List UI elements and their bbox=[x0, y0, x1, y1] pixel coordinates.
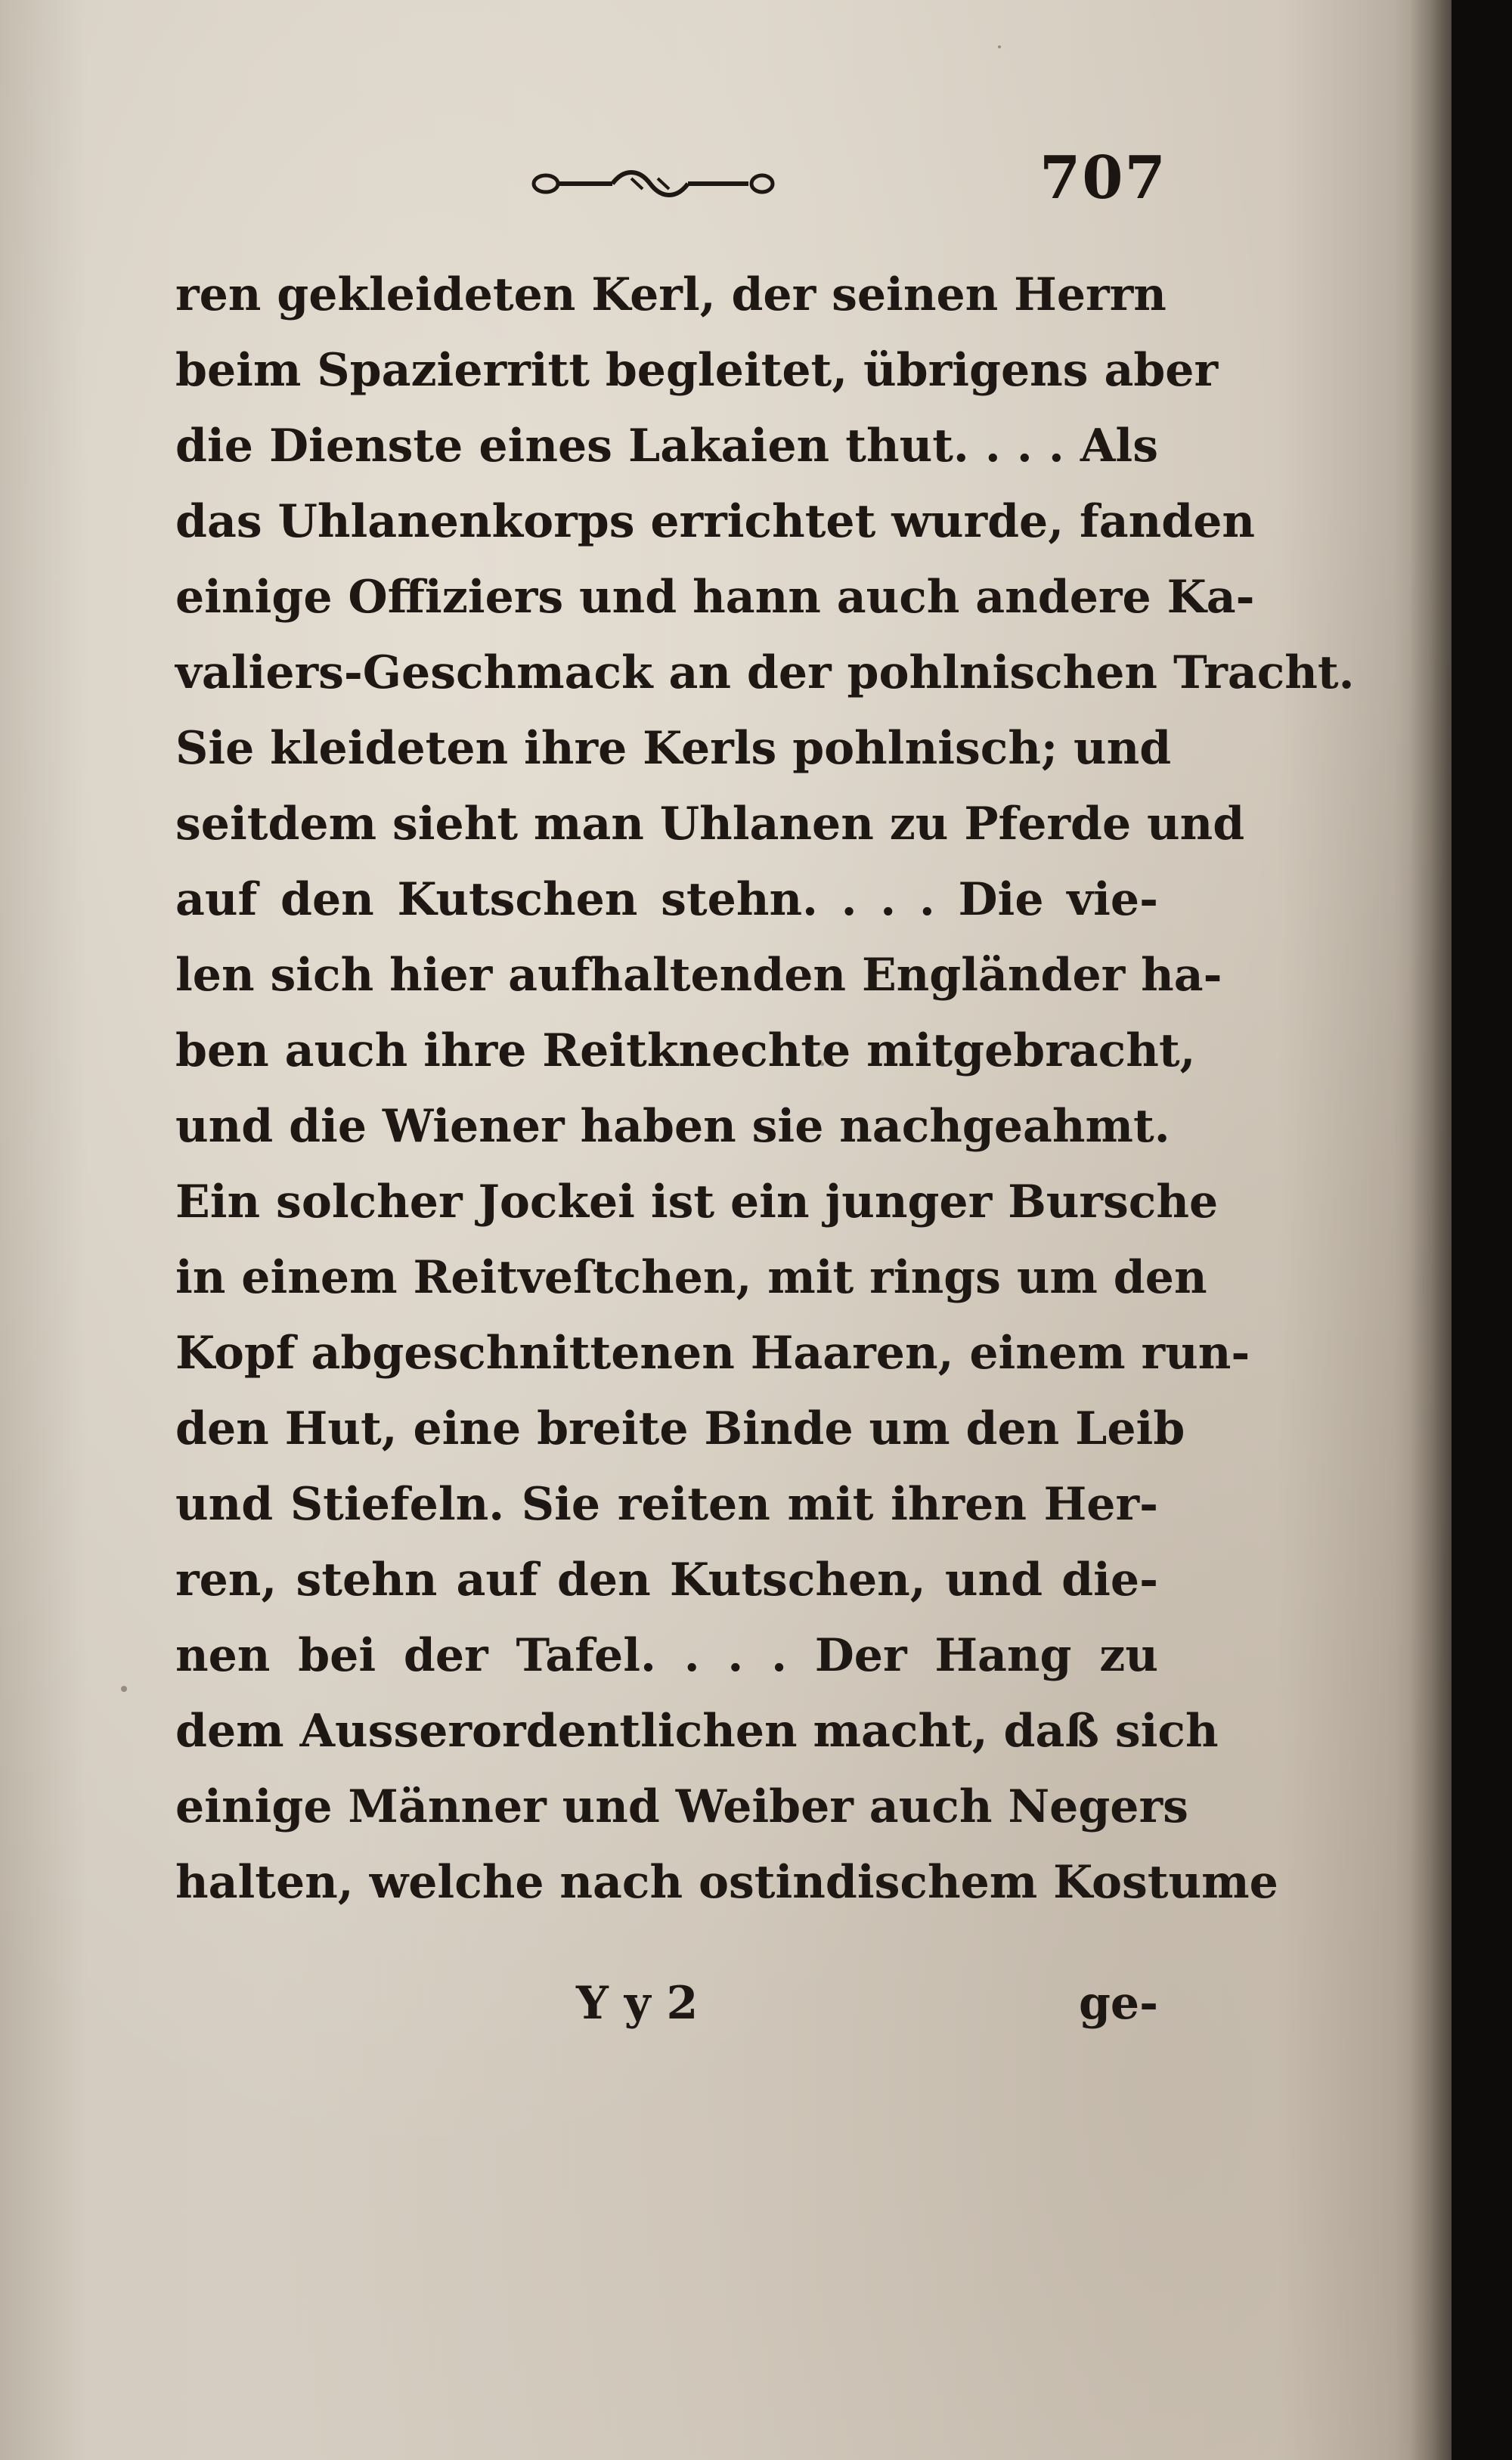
page-edge-shadow bbox=[1410, 0, 1452, 2460]
catchword: ge- bbox=[1078, 1977, 1158, 2030]
text-line: Kopf abgeschnittenen Haaren, einem run- bbox=[175, 1327, 1250, 1380]
text-line: und Stiefeln. Sie reiten mit ihren Her- bbox=[175, 1478, 1158, 1531]
text-line: ren gekleideten Kerl, der seinen Herrn bbox=[175, 268, 1167, 321]
text-line: auf den Kutschen stehn. . . . Die vie- bbox=[175, 873, 1158, 926]
text-line: halten, welche nach ostindischem Kostume bbox=[175, 1856, 1278, 1909]
text-line: valiers-Geschmack an der pohlnischen Tracht. bbox=[175, 646, 1355, 699]
text-line: nen bei der Tafel. . . . Der Hang zu bbox=[175, 1629, 1158, 1682]
text-line: das Uhlanenkorps errichtet wurde, fanden bbox=[175, 495, 1256, 548]
text-line: beim Spazierritt begleitet, übrigens aber bbox=[175, 344, 1219, 397]
paper-speck bbox=[998, 45, 1001, 48]
signature-mark: Y y 2 bbox=[576, 1977, 699, 2030]
text-line: Ein solcher Jockei ist ein junger Bursche bbox=[175, 1176, 1219, 1228]
text-line: len sich hier aufhaltenden Engländer ha- bbox=[175, 949, 1222, 1002]
text-line: ren, stehn auf den Kutschen, und die- bbox=[175, 1554, 1158, 1606]
text-line: die Dienste eines Lakaien thut. . . . Als bbox=[175, 420, 1158, 472]
page-footer bbox=[175, 1966, 1158, 2041]
page-number: 707 bbox=[1040, 144, 1167, 212]
text-line: den Hut, eine breite Binde um den Leib bbox=[175, 1402, 1185, 1455]
body-text bbox=[175, 257, 1355, 1920]
text-line: ben auch ihre Reitknechte mitgebracht, bbox=[175, 1024, 1196, 1077]
text-line: einige Offiziers und hann auch andere Ka- bbox=[175, 571, 1255, 624]
text-line: einige Männer und Weiber auch Negers bbox=[175, 1780, 1188, 1833]
text-line: dem Ausserordentlichen macht, daß sich bbox=[175, 1705, 1219, 1758]
paper-speck bbox=[121, 1686, 127, 1692]
paper-speck bbox=[820, 1062, 824, 1066]
text-line: Sie kleideten ihre Kerls pohlnisch; und bbox=[175, 722, 1172, 775]
text-line: in einem Reitveſtchen, mit rings um den bbox=[175, 1251, 1207, 1304]
text-line: seitdem sieht man Uhlanen zu Pferde und bbox=[175, 798, 1245, 850]
header-ornament bbox=[529, 165, 779, 203]
text-line: und die Wiener haben sie nachgeahmt. bbox=[175, 1100, 1170, 1153]
